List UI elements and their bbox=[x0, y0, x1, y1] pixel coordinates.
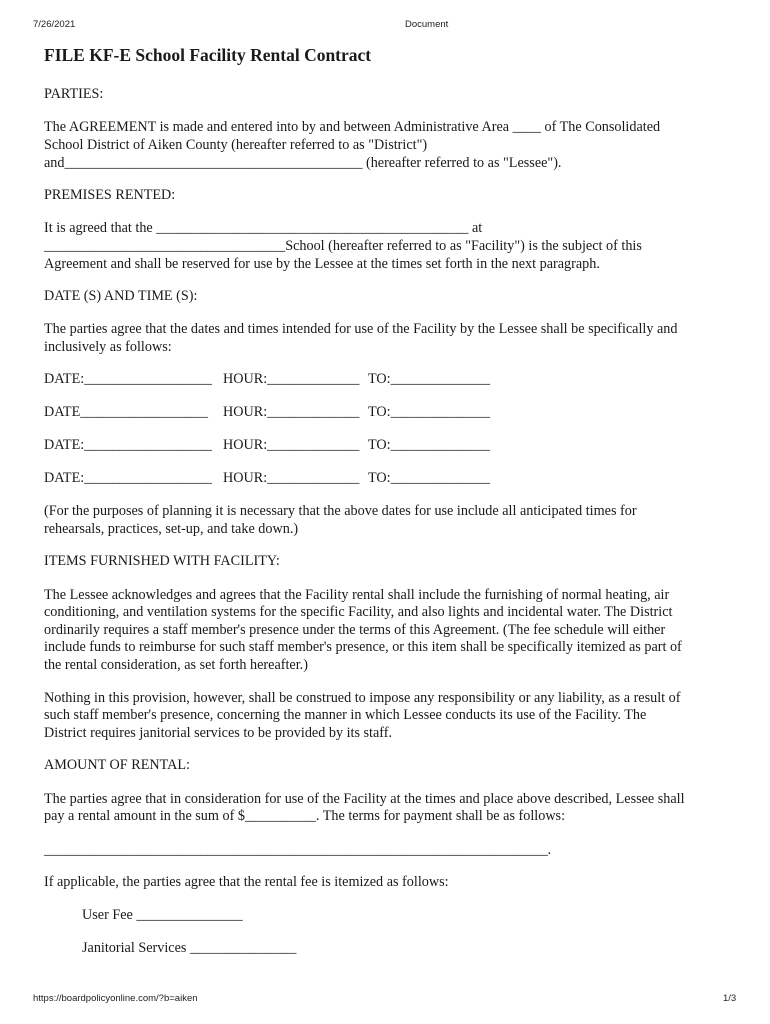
schedule-row-3-to: TO:______________ bbox=[368, 437, 490, 453]
schedule-row-3-date: DATE:__________________ bbox=[44, 437, 212, 453]
planning-note-line-1: (For the purposes of planning it is necessary that the above dates for use include all anticipated times for bbox=[44, 503, 637, 519]
items-paragraph-1-line-2: conditioning, and ventilation systems for the specific Facility, and also lights and incidental water. The District bbox=[44, 604, 673, 620]
schedule-row-1-hour: HOUR:_____________ bbox=[223, 371, 360, 387]
premises-text-line-3: Agreement and shall be reserved for use by the Lessee at the times set forth in the next paragraph. bbox=[44, 256, 600, 272]
amount-text-line-2: pay a rental amount in the sum of $__________. The terms for payment shall be as follows: bbox=[44, 808, 566, 824]
premises-text-line-2: __________________________________School (hereafter referred to as "Facility") is the subject of this bbox=[44, 238, 642, 254]
parties-text-line-1: The AGREEMENT is made and entered into by and between Administrative Area ____ of The Consolidated bbox=[44, 119, 661, 135]
print-page-number: 1/3 bbox=[723, 993, 737, 1004]
items-paragraph-1-line-1: The Lessee acknowledges and agrees that the Facility rental shall include the furnishing of normal heating, air bbox=[44, 587, 670, 603]
schedule-row-3-hour: HOUR:_____________ bbox=[223, 437, 360, 453]
user-fee-line: User Fee _______________ bbox=[82, 907, 243, 923]
items-heading: ITEMS FURNISHED WITH FACILITY: bbox=[44, 553, 280, 569]
items-paragraph-2-line-2: such staff member's presence, concerning the manner in which Lessee conducts its use of the Facility. The bbox=[44, 707, 647, 723]
print-url: https://boardpolicyonline.com/?b=aiken bbox=[33, 993, 198, 1004]
premises-text-line-1: It is agreed that the ____________________________________________ at bbox=[44, 220, 483, 236]
schedule-row-2-to: TO:______________ bbox=[368, 404, 490, 420]
janitorial-services-line: Janitorial Services _______________ bbox=[82, 940, 297, 956]
items-paragraph-1-line-5: the rental consideration, as set forth hereafter.) bbox=[44, 657, 308, 673]
items-paragraph-1-line-4: include funds to reimburse for such staff member's presence, or this item shall be specifically itemized as part of bbox=[44, 639, 682, 655]
items-paragraph-2-line-3: District requires janitorial services to be provided by its staff. bbox=[44, 725, 393, 741]
parties-text-line-3: and__________________________________________ (hereafter referred to as "Lessee"). bbox=[44, 155, 562, 171]
date-time-heading: DATE (S) AND TIME (S): bbox=[44, 288, 198, 304]
schedule-row-4-date: DATE:__________________ bbox=[44, 470, 212, 486]
parties-heading: PARTIES: bbox=[44, 86, 104, 102]
planning-note-line-2: rehearsals, practices, set-up, and take down.) bbox=[44, 521, 299, 537]
print-date: 7/26/2021 bbox=[33, 19, 76, 30]
items-paragraph-1-line-3: ordinarily requires a staff member's presence under the terms of this Agreement. (The fee schedule will either bbox=[44, 622, 666, 638]
date-time-text-line-1: The parties agree that the dates and times intended for use of the Facility by the Lessee shall be specifically and bbox=[44, 321, 678, 337]
parties-text-line-2: School District of Aiken County (hereafter referred to as "District") bbox=[44, 137, 428, 153]
schedule-row-4-hour: HOUR:_____________ bbox=[223, 470, 360, 486]
itemized-intro: If applicable, the parties agree that the rental fee is itemized as follows: bbox=[44, 874, 449, 890]
print-title: Document bbox=[405, 19, 449, 30]
schedule-row-4-to: TO:______________ bbox=[368, 470, 490, 486]
premises-heading: PREMISES RENTED: bbox=[44, 187, 176, 203]
schedule-row-1-date: DATE:__________________ bbox=[44, 371, 212, 387]
items-paragraph-2-line-1: Nothing in this provision, however, shall be construed to impose any responsibility or any liability, as a result of bbox=[44, 690, 681, 706]
document-title: FILE KF-E School Facility Rental Contract bbox=[44, 45, 372, 65]
schedule-row-1-to: TO:______________ bbox=[368, 371, 490, 387]
payment-terms-blank: _______________________________________________________________________. bbox=[44, 842, 552, 858]
schedule-row-2-hour: HOUR:_____________ bbox=[223, 404, 360, 420]
schedule-row-2-date: DATE__________________ bbox=[44, 404, 208, 420]
amount-heading: AMOUNT OF RENTAL: bbox=[44, 757, 190, 773]
date-time-text-line-2: inclusively as follows: bbox=[44, 339, 172, 355]
amount-text-line-1: The parties agree that in consideration for use of the Facility at the times and place above described, Lessee shall bbox=[44, 791, 685, 807]
